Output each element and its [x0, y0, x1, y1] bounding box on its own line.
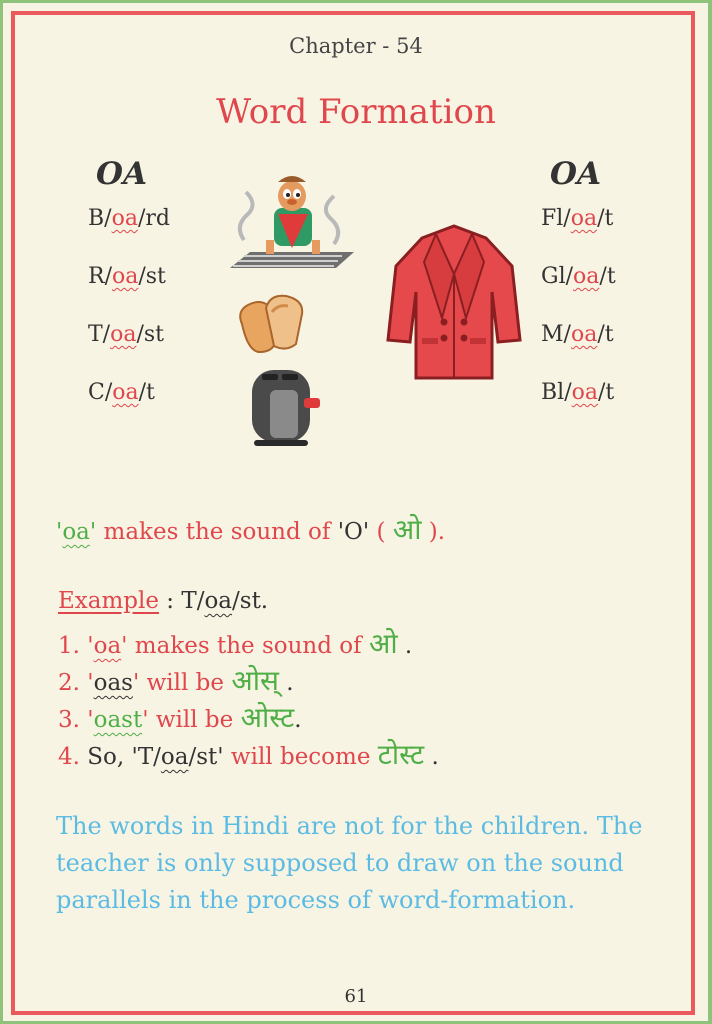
toaster-icon [246, 364, 326, 450]
example-line-3: 3. 'oast' will be ओस्ट. [58, 701, 302, 734]
word-board: B/oa/rd [88, 206, 170, 231]
red-coat-icon [384, 222, 524, 384]
page-number: 61 [344, 986, 368, 1007]
example-line-2: 2. 'oas' will be ओस् . [58, 664, 294, 697]
oa-sound-rule: 'oa' makes the sound of 'O' ( ओ ). [56, 513, 446, 546]
example-heading: Example : T/oa/st. [58, 588, 269, 614]
teacher-note: The words in Hindi are not for the children. The teacher is only supposed to draw on the sound parallels in the process of word-formation. [56, 812, 643, 914]
example-line-4: 4. So, 'T/oa/st' will become टोस्ट . [58, 738, 439, 771]
word-roast: R/oa/st [88, 264, 166, 289]
word-float: Fl/oa/t [541, 206, 614, 231]
page-title: Word Formation [216, 92, 496, 132]
cartoon-chef-roasting-icon [226, 170, 358, 282]
right-column-heading: OA [550, 156, 602, 192]
toast-slices-icon [236, 294, 312, 360]
example-line-1: 1. 'oa' makes the sound of ओ . [58, 627, 413, 660]
word-toast: T/oa/st [88, 322, 165, 347]
chapter-heading: Chapter - 54 [289, 34, 423, 58]
left-column-heading: OA [96, 156, 148, 192]
word-gloat: Gl/oa/t [541, 264, 616, 289]
word-moat: M/oa/t [541, 322, 614, 347]
word-bloat: Bl/oa/t [541, 380, 615, 405]
word-coat: C/oa/t [88, 380, 155, 405]
